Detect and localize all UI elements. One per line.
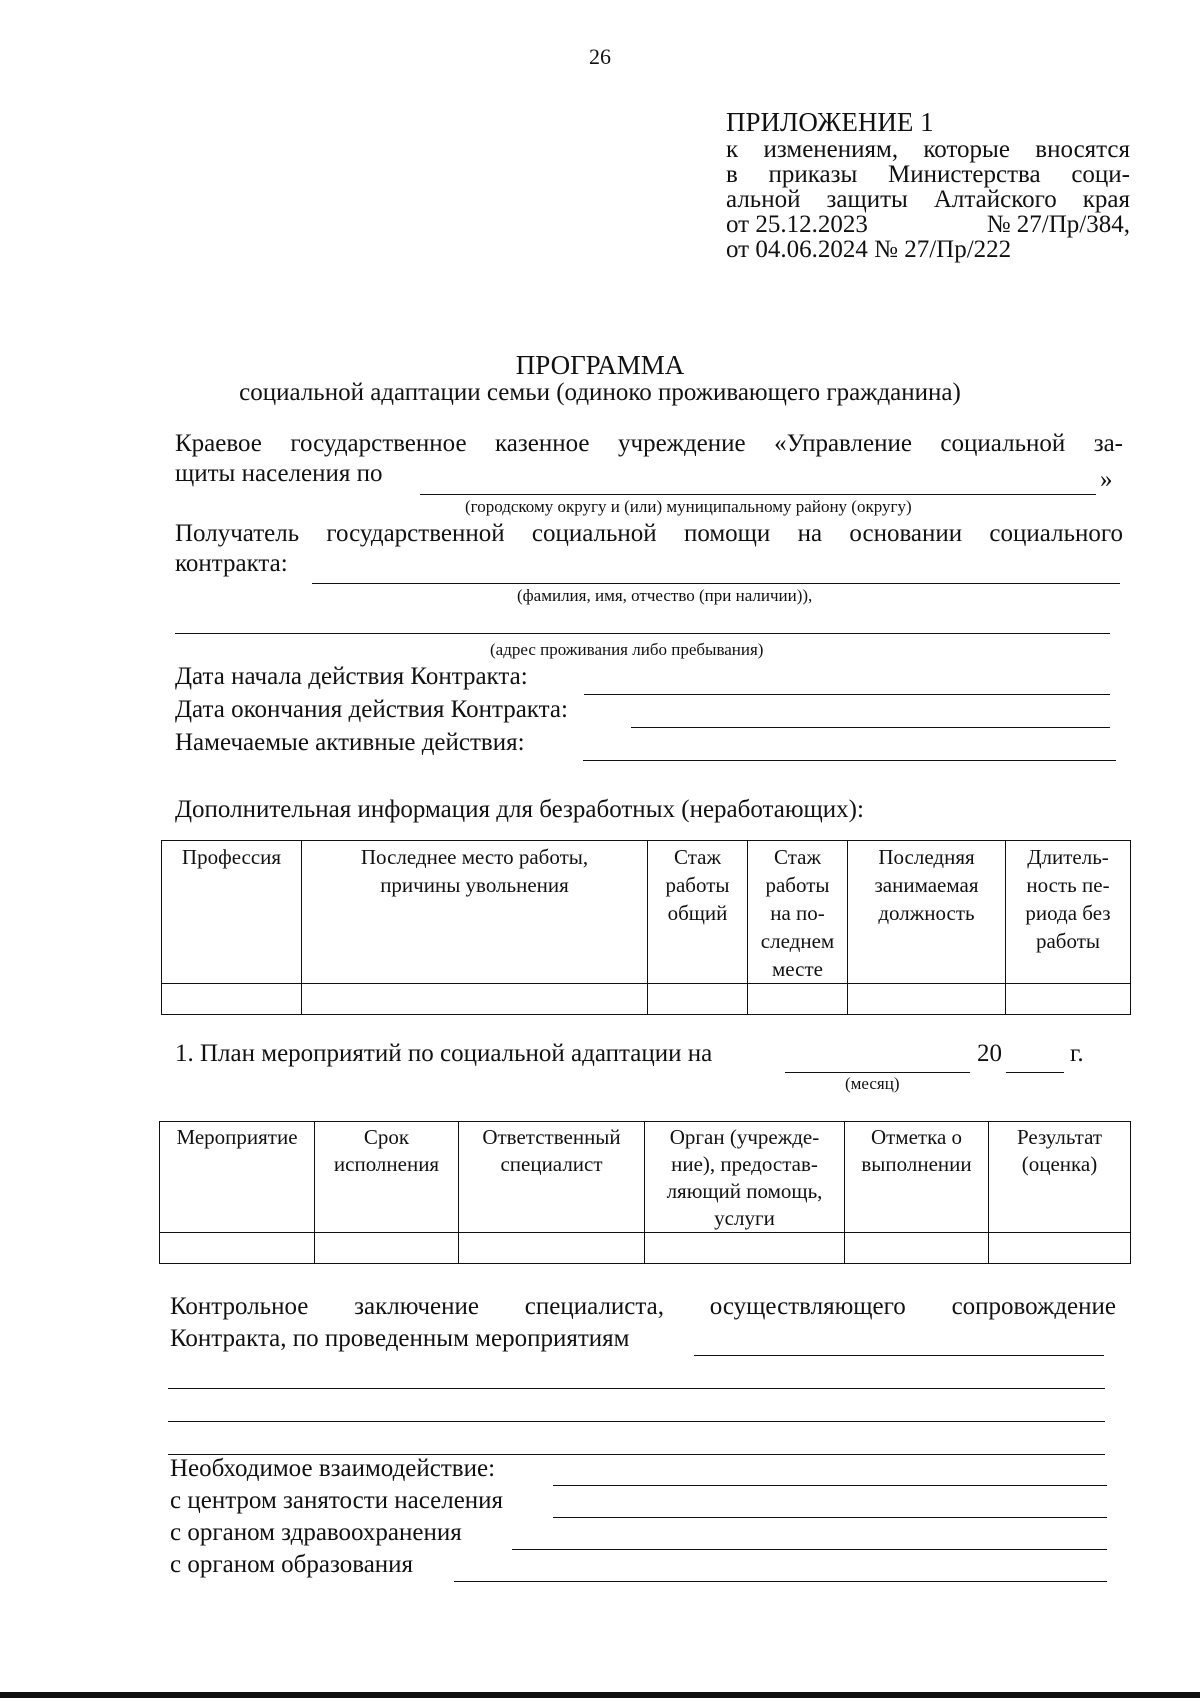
actions-label: Намечаемые активные действия: — [175, 729, 525, 756]
cell-completion-mark[interactable] — [845, 1233, 989, 1264]
end-date-label: Дата окончания действия Контракта: — [175, 696, 568, 723]
plan-year-prefix: 20 — [977, 1040, 1002, 1067]
document-title: ПРОГРАММА — [515, 350, 685, 380]
interaction-health-field[interactable] — [512, 1549, 1107, 1550]
end-date-field[interactable] — [631, 727, 1110, 728]
col-result: Результат (оценка) — [989, 1122, 1131, 1233]
table-row — [162, 984, 1131, 1015]
cell-deadline[interactable] — [315, 1233, 459, 1264]
institution-caption: (городскому округу и (или) муниципальному району (округу) — [465, 497, 912, 516]
cell-provider[interactable] — [645, 1233, 845, 1264]
conclusion-field-3[interactable] — [168, 1421, 1105, 1422]
institution-district-field[interactable] — [420, 494, 1096, 495]
recipient-name-caption: (фамилия, имя, отчество (при наличии)), — [517, 586, 813, 605]
col-profession: Профессия — [162, 841, 302, 984]
cell-total-experience[interactable] — [648, 984, 748, 1015]
col-completion-mark: Отметка о выполнении — [845, 1122, 989, 1233]
unemployed-table — [161, 840, 1131, 1015]
recipient-contract-label: контракта: — [175, 550, 288, 577]
conclusion-field-2[interactable] — [168, 1388, 1105, 1389]
document-subtitle: социальной адаптации семьи (одиноко проживающего гражданина) — [239, 379, 961, 406]
interaction-general-field[interactable] — [553, 1485, 1107, 1486]
appendix-line-1: к изменениям, которые вносятся — [726, 136, 1130, 163]
recipient-address-caption: (адрес проживания либо пребывания) — [490, 640, 764, 659]
cell-last-workplace[interactable] — [302, 984, 648, 1015]
col-unemployment-duration: Длитель- ность пе- риода без работы — [1006, 841, 1131, 984]
plan-year-suffix: г. — [1070, 1040, 1084, 1067]
cell-responsible[interactable] — [459, 1233, 645, 1264]
plan-month-field[interactable] — [785, 1072, 970, 1073]
col-last-place-experience: Стаж работы на по- следнем месте — [748, 841, 848, 984]
interaction-education-field[interactable] — [454, 1581, 1107, 1582]
cell-last-position[interactable] — [848, 984, 1006, 1015]
cell-profession[interactable] — [162, 984, 302, 1015]
appendix-line-5: от 04.06.2024 № 27/Пр/222 — [726, 236, 1012, 263]
appendix-line-4 — [726, 212, 1130, 237]
conclusion-label: Контракта, по проведенным мероприятиям — [170, 1325, 630, 1352]
conclusion-line: Контрольное заключение специалиста, осуществляющего сопровождение — [170, 1293, 1116, 1320]
col-total-experience: Стаж работы общий — [648, 841, 748, 984]
plan-month-caption: (месяц) — [845, 1074, 900, 1093]
unemployed-table-header — [162, 841, 1131, 984]
col-activity: Мероприятие — [160, 1122, 315, 1233]
interaction-heading: Необходимое взаимодействие: — [170, 1455, 496, 1482]
appendix-heading: ПРИЛОЖЕНИЕ 1 — [726, 107, 934, 137]
recipient-address-field[interactable] — [175, 633, 1110, 634]
appendix-line-3: альной защиты Алтайского края — [726, 186, 1130, 213]
cell-unemployment-duration[interactable] — [1006, 984, 1131, 1015]
interaction-employment-field[interactable] — [553, 1517, 1107, 1518]
institution-line: Краевое государственное казенное учреждение «Управление социальной за- — [175, 430, 1123, 457]
appendix-order-number: № 27/Пр/384, — [986, 211, 1130, 238]
plan-year-field[interactable] — [1006, 1072, 1064, 1073]
interaction-health-label: с органом здравоохранения — [170, 1519, 462, 1546]
col-last-workplace: Последнее место работы, причины увольнения — [302, 841, 648, 984]
cell-last-place-experience[interactable] — [748, 984, 848, 1015]
plan-table — [159, 1121, 1131, 1264]
appendix-line-2: в приказы Министерства соци- — [726, 161, 1130, 188]
start-date-label: Дата начала действия Контракта: — [175, 663, 528, 690]
institution-prefix: щиты населения по — [175, 460, 383, 487]
cell-result[interactable] — [989, 1233, 1131, 1264]
col-responsible: Ответственный специалист — [459, 1122, 645, 1233]
appendix-block — [726, 107, 1130, 263]
plan-heading: 1. План мероприятий по социальной адаптации на — [175, 1040, 713, 1067]
institution-closing-quote: » — [1100, 466, 1113, 493]
plan-table-header — [160, 1122, 1131, 1233]
page-bottom-rule — [0, 1692, 1200, 1698]
actions-field[interactable] — [583, 760, 1116, 761]
cell-activity[interactable] — [160, 1233, 315, 1264]
recipient-name-field[interactable] — [312, 583, 1120, 584]
table-row — [160, 1233, 1131, 1264]
interaction-employment-label: с центром занятости населения — [170, 1487, 504, 1514]
recipient-line: Получатель государственной социальной помощи на основании социального — [175, 520, 1123, 547]
appendix-order-date: от 25.12.2023 — [726, 211, 868, 238]
start-date-field[interactable] — [584, 694, 1110, 695]
page-number: 26 — [589, 44, 611, 69]
unemployed-heading: Дополнительная информация для безработных (неработающих): — [175, 796, 864, 823]
col-provider: Орган (учрежде- ние), предостав- ляющий помощь, услуги — [645, 1122, 845, 1233]
col-last-position: Последняя занимаемая должность — [848, 841, 1006, 984]
interaction-education-label: с органом образования — [170, 1551, 414, 1578]
col-deadline: Срок исполнения — [315, 1122, 459, 1233]
conclusion-field-1[interactable] — [694, 1355, 1104, 1356]
